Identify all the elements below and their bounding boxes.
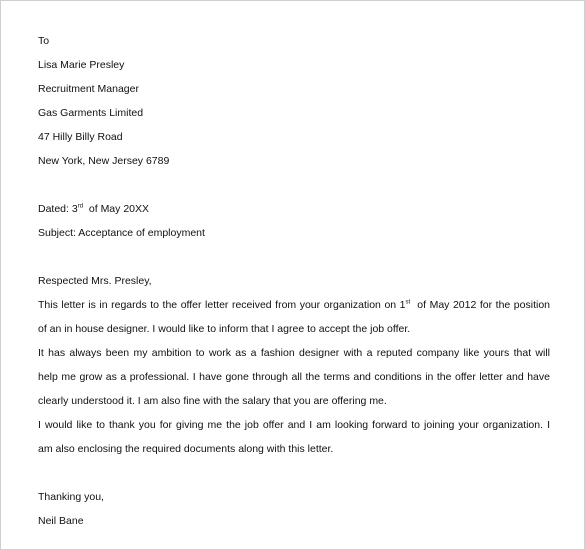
date-prefix: Dated: 3: [38, 203, 78, 215]
body-paragraph-1-line-1: [38, 293, 550, 317]
body-paragraph-3-line-2: am also enclosing the required documents along with this letter.: [38, 443, 334, 455]
p1-l1-a: This letter is in regards to the offer letter received from your organization on 1: [38, 299, 406, 311]
body-paragraph-2-line-1: It has always been my ambition to work as a fashion designer with a reputed company like yours that will: [38, 347, 550, 359]
recipient-name: Lisa Marie Presley: [38, 59, 125, 71]
p1-l1-ordinal: st: [405, 299, 411, 306]
body-paragraph-2-line-3: clearly understood it. I am also fine with the salary that you are offering me.: [38, 395, 387, 407]
body-paragraph-2-line-2: help me grow as a professional. I have gone through all the terms and conditions in the offer letter and have: [38, 371, 550, 383]
letter-salutation: Respected Mrs. Presley,: [38, 275, 152, 287]
recipient-address: 47 Hilly Billy Road: [38, 131, 123, 143]
recipient-company: Gas Garments Limited: [38, 107, 144, 119]
letter-date: [38, 197, 550, 221]
letter-subject: Subject: Acceptance of employment: [38, 227, 205, 239]
body-paragraph-3-line-1: I would like to thank you for giving me the job offer and I am looking forward to joining your organization. I: [38, 419, 550, 431]
recipient-to: To: [38, 35, 50, 47]
date-rest: of May 20XX: [88, 203, 150, 215]
date-ordinal: rd: [77, 203, 84, 210]
p1-l1-b: of May 2012 for the position: [417, 299, 550, 311]
letter-signature: Neil Bane: [38, 515, 84, 527]
recipient-city: New York, New Jersey 6789: [38, 155, 170, 167]
recipient-title: Recruitment Manager: [38, 83, 139, 95]
body-paragraph-1-line-2: of an in house designer. I would like to inform that I agree to accept the job offer.: [38, 323, 411, 335]
letter-closing: Thanking you,: [38, 491, 104, 503]
letter-content: [38, 29, 550, 533]
